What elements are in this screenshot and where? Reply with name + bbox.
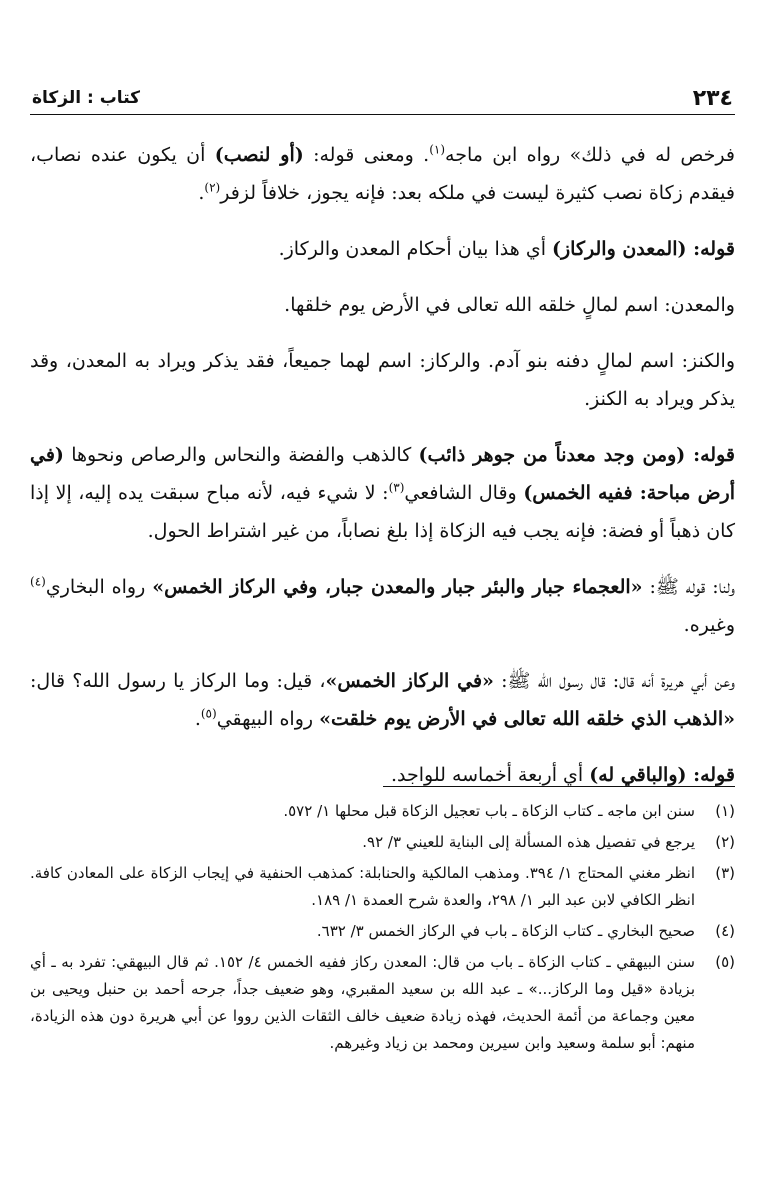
text: كالذهب والفضة والنحاس والرصاص ونحوها [63,444,419,466]
footnote [30,829,735,856]
main-text [30,136,735,812]
hadith-quote: «في الركاز الخمس» [325,670,494,692]
bold-term: قوله: (المعدن والركاز) [552,238,735,260]
footnote-text: انظر مغني المحتاج ١/ ٣٩٤. ومذهب المالكية والحنابلة: كمذهب الحنفية في إيجاب الزكاة على المعادن كافة. انظر الكافي لابن عبد البر ١/ ٢٩٨، والعدة شرح العمدة ١/ ١٨٩. [30,864,696,909]
footnote-number: (٣) [715,864,735,882]
footnote-ref-3: (٣) [388,480,405,495]
text: والمعدن: اسم لمالٍ خلقه الله تعالى في الأرض يوم خلقها. [284,294,735,316]
text: ، قيل: وما الركاز يا رسول الله؟ قال: [30,670,326,692]
text: وغيره. [683,614,735,636]
bold-term: (في أرض مباحة: ففيه الخمس) [30,444,736,504]
footnote-text: سنن ابن ماجه ـ كتاب الزكاة ـ باب تعجيل الزكاة قبل محلها ١/ ٥٧٢. [283,802,695,820]
text: أي أربعة أخماسه للواجد. [390,764,590,786]
text: أي هذا بيان أحكام المعدن والركاز. [278,238,553,260]
footnote-divider [383,786,735,787]
footnote-ref-4: (٤) [30,574,46,589]
text: . [194,708,201,730]
text: وقال الشافعي [404,482,524,504]
paragraph-3 [30,286,735,324]
footnotes [30,798,735,1061]
hadith-quote: «الذهب الذي خلقه الله تعالى في الأرض يوم خلقت» [319,708,735,730]
footnote-text: يرجع في تفصيل هذه المسألة إلى البناية للعيني ٣/ ٩٢. [362,833,695,851]
text: فرخص له في ذلك» رواه ابن ماجه [445,144,735,166]
footnote-number: (٤) [715,922,735,940]
footnote [30,860,735,914]
paragraph-4 [30,342,735,418]
hadith-quote: «العجماء جبار والبئر جبار والمعدن جبار، وفي الركاز الخمس» [152,576,643,598]
text: رواه البخاري [45,576,153,598]
text: ولنا: قوله ﷺ: [642,576,736,598]
footnote [30,798,735,825]
footnote-text: سنن البيهقي ـ كتاب الزكاة ـ باب من قال: المعدن ركاز ففيه الخمس ٤/ ١٥٢. ثم قال البيهقي: تفرد به ـ أي بزيادة «قيل وما الركاز...» ـ عبد الله بن سعيد المقبري، وهو ضعيف جداً، جرحه أحمد بن حنبل ويحيى بن معين وجماعة من أئمة الحديث، فهذه زيادة ضعيف خالف الثقات الذين رووا عن أبي هريرة دون هذه الزيادة، منهم: أبو سلمة وسعيد وابن سيرين ومحمد بن زياد وغيرهم. [30,953,695,1052]
text: . ومعنى قوله: [303,144,430,166]
footnote-text: صحيح البخاري ـ كتاب الزكاة ـ باب في الركاز الخمس ٣/ ٦٣٢. [316,922,695,940]
running-title: كتاب : الزكاة [32,88,141,108]
bold-term: (أو لنصب) [214,144,304,166]
bold-term: قوله: (ومن وجد معدناً من جوهر ذائب) [418,444,735,466]
paragraph-8 [30,756,735,794]
paragraph-5 [30,436,735,550]
text: . [198,182,205,204]
paragraph-6 [30,568,735,644]
footnote [30,918,735,945]
bold-term: قوله: (والباقي له) [589,764,735,786]
footnote-number: (٥) [715,953,735,971]
text: رواه البيهقي [216,708,320,730]
footnote [30,949,735,1057]
paragraph-1 [30,136,735,212]
footnote-ref-1: (١) [429,142,446,157]
paragraph-7 [30,662,735,738]
book-page [30,0,735,1198]
text: وعن أبي هريرة أنه قال: قال رسول الله ﷺ: [493,670,735,692]
footnote-number: (١) [715,802,735,820]
page-header [30,84,735,115]
text: أن يكون عنده نصاب، فيقدم زكاة نصب كثيرة ليست في ملكه بعد: فإنه يجوز، خلافاً لزفر [30,144,735,204]
footnote-ref-5: (٥) [200,706,217,721]
text: : لا شيء فيه، لأنه مباح سبقت يده إليه، إلا إذا كان ذهباً أو فضة: فإنه يجب فيه الزكاة إذا بلغ نصاباً، من غير اشتراط الحول. [30,482,735,542]
text: والكنز: اسم لمالٍ دفنه بنو آدم. والركاز: اسم لهما جميعاً، فقد يذكر ويراد به المعدن، وقد يذكر ويراد به الكنز. [30,350,735,410]
page-number: ٢٣٤ [692,86,733,111]
footnote-ref-2: (٢) [204,180,221,195]
paragraph-2 [30,230,735,268]
footnote-number: (٢) [715,833,735,851]
